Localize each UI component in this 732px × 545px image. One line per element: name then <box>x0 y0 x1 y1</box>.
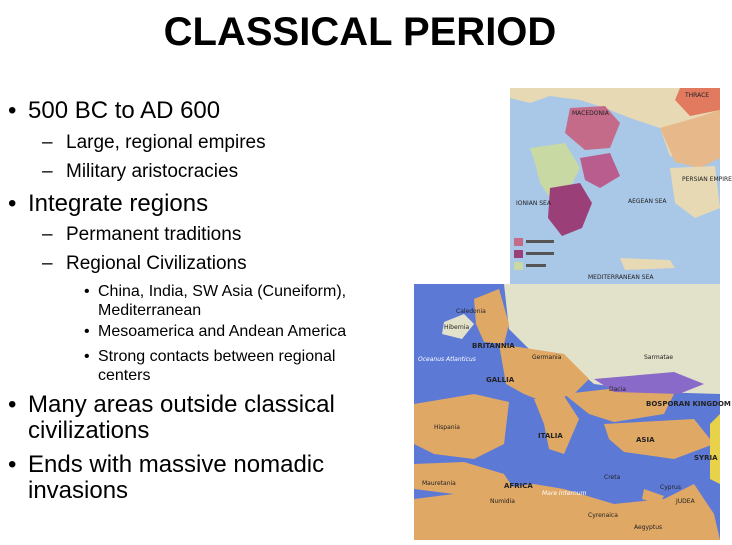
map-label: THRACE <box>685 92 710 99</box>
bullet-item <box>0 452 380 504</box>
bullet-marker: • <box>84 283 90 300</box>
map-label: AFRICA <box>504 482 533 490</box>
map-label: Creta <box>604 474 621 481</box>
map-label: AEGEAN SEA <box>628 198 667 205</box>
bullet-text: Strong contacts between regional centers <box>98 348 336 384</box>
bullet-text: Mesoamerica and Andean America <box>98 323 347 340</box>
map-label: Germania <box>532 354 562 361</box>
map-label: Hibernia <box>444 324 470 331</box>
sub-bullet-item <box>42 253 402 275</box>
sub-sub-bullet-item <box>84 282 386 320</box>
map-label: Cyrenaica <box>588 512 618 519</box>
map-label: Numidia <box>490 498 515 505</box>
map-label: Mare Internum <box>542 490 587 497</box>
bullet-marker: – <box>42 253 53 274</box>
sub-sub-bullet-item <box>84 347 380 385</box>
map-label: GALLIA <box>486 376 515 384</box>
bullet-item <box>0 191 380 217</box>
bullet-text: Many areas outside classical civilizations <box>28 391 335 444</box>
greece-map-drawing <box>510 88 720 284</box>
bullet-marker: • <box>8 391 17 418</box>
bullet-marker: • <box>8 97 17 124</box>
bullet-marker: • <box>84 348 90 365</box>
map-label: Oceanus Atlanticus <box>418 356 476 363</box>
map-label: ASIA <box>636 436 655 444</box>
bullet-text: Permanent traditions <box>66 224 242 245</box>
map-label: Sarmatae <box>644 354 674 361</box>
bullet-item <box>0 98 380 124</box>
slide-title: CLASSICAL PERIOD <box>163 10 557 54</box>
greece-map-image <box>510 88 732 284</box>
sub-sub-bullet-item <box>84 322 386 341</box>
map-label: PERSIAN EMPIRE <box>682 176 732 183</box>
map-label: IONIAN SEA <box>516 200 551 207</box>
roman-map-drawing <box>414 284 720 540</box>
map-label: MACEDONIA <box>572 110 609 117</box>
bullet-text: Large, regional empires <box>66 132 266 153</box>
map-label: SYRIA <box>694 454 718 462</box>
sub-bullet-item <box>42 161 402 183</box>
bullet-text: Military aristocracies <box>66 161 239 182</box>
bullet-marker: – <box>42 161 53 182</box>
map-label: Mauretania <box>422 480 456 487</box>
map-label: Aegyptus <box>634 524 663 531</box>
bullet-marker: • <box>8 451 17 478</box>
map-label: BRITANNIA <box>472 342 515 350</box>
map-label: Cyprus <box>660 484 681 491</box>
map-label: MEDITERRANEAN SEA <box>588 274 654 281</box>
bullet-text: China, India, SW Asia (Cuneiform), Mediterranean <box>98 283 347 319</box>
map-label: Dacia <box>609 386 626 393</box>
map-label: BOSPORAN KINGDOM <box>646 400 731 408</box>
map-label: ITALIA <box>538 432 563 440</box>
bullet-text: 500 BC to AD 600 <box>28 97 221 124</box>
bullet-text: Integrate regions <box>28 190 209 217</box>
bullet-marker: • <box>84 323 90 340</box>
sub-bullet-item <box>42 132 402 154</box>
map-label: Caledonia <box>456 308 486 315</box>
sub-bullet-item <box>42 224 402 246</box>
bullet-marker: • <box>8 190 17 217</box>
bullet-item <box>0 392 380 444</box>
map-label: JUDEA <box>676 498 695 505</box>
map-label: Hispania <box>434 424 460 431</box>
bullet-text: Ends with massive nomadic invasions <box>28 451 325 504</box>
bullet-marker: – <box>42 224 53 245</box>
bullet-text: Regional Civilizations <box>66 253 247 274</box>
roman-empire-map-image <box>414 284 731 540</box>
bullet-marker: – <box>42 132 53 153</box>
